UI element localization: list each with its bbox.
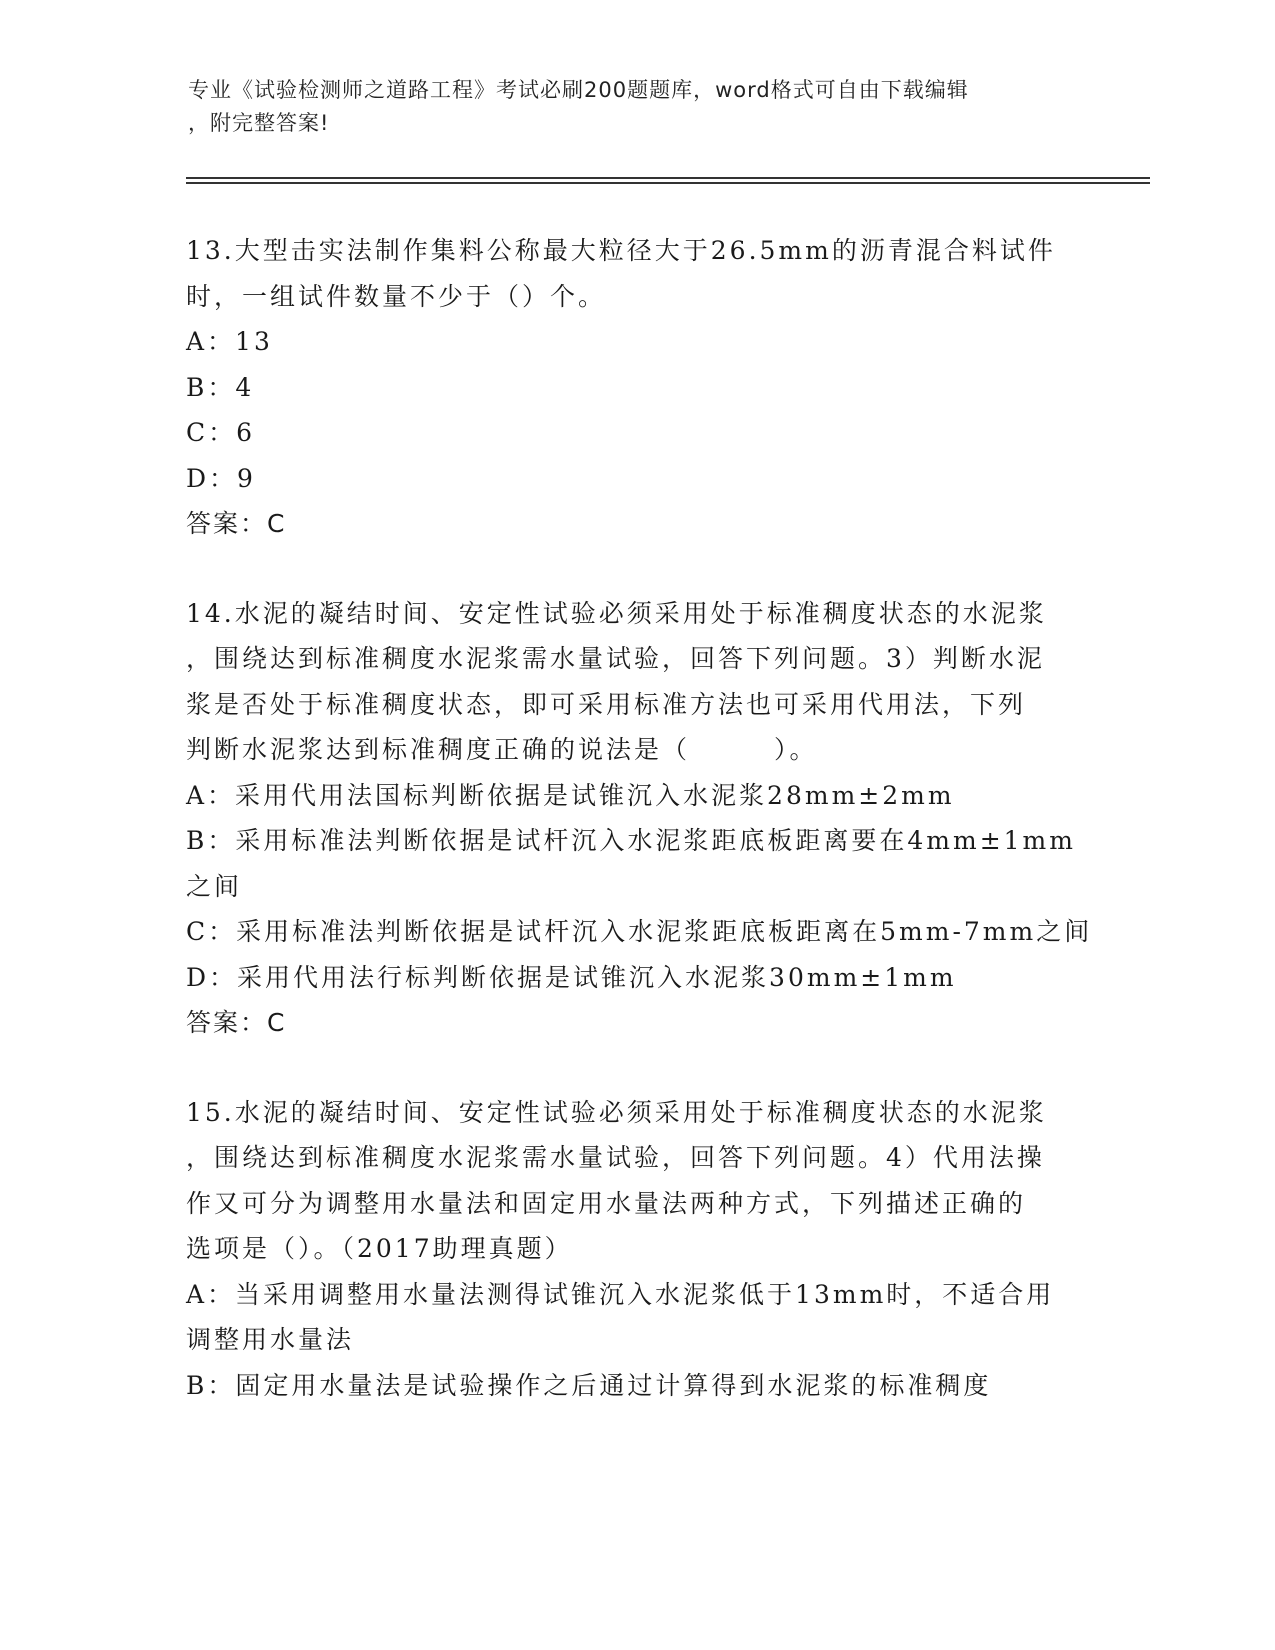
option-a-continued: 调整用水量法	[186, 1325, 355, 1354]
question-stem-line: 15.水泥的凝结时间、安定性试验必须采用处于标准稠度状态的水泥浆	[186, 1097, 1047, 1127]
option-a: A：13	[186, 327, 273, 356]
option-a: A：当采用调整用水量法测得试锥沉入水泥浆低于13mm时，不适合用	[186, 1279, 1055, 1309]
question-stem-line: 判断水泥浆达到标准稠度正确的说法是（ ）。	[186, 735, 818, 764]
question-13	[186, 228, 1086, 547]
header-divider	[186, 182, 1150, 184]
option-c: C：6	[186, 418, 256, 447]
question-stem-line: ，围绕达到标准稠度水泥浆需水量试验，回答下列问题。3）判断水泥	[186, 644, 1045, 673]
option-d: D：采用代用法行标判断依据是试锥沉入水泥浆30mm±1mm	[186, 962, 957, 992]
option-b: B：4	[186, 372, 255, 402]
question-stem-line: ，围绕达到标准稠度水泥浆需水量试验，回答下列问题。4）代用法操	[186, 1143, 1045, 1172]
header-line: ，附完整答案!	[188, 111, 330, 135]
question-stem-line: 13.大型击实法制作集料公称最大粒径大于26.5mm的沥青混合料试件	[186, 236, 1056, 265]
question-stem-line: 作又可分为调整用水量法和固定用水量法两种方式，下列描述正确的	[186, 1188, 1027, 1218]
option-a: A：采用代用法国标判断依据是试锥沉入水泥浆28mm±2mm	[186, 780, 955, 810]
question-stem-line: 选项是（）。（2017助理真题）	[186, 1234, 573, 1263]
question-stem-line: 14.水泥的凝结时间、安定性试验必须采用处于标准稠度状态的水泥浆	[186, 598, 1047, 628]
option-d: D：9	[186, 463, 256, 493]
option-c: C：采用标准法判断依据是试杆沉入水泥浆距底板距离在5mm-7mm之间	[186, 917, 1093, 946]
question-stem-line: 浆是否处于标准稠度状态，即可采用标准方法也可采用代用法，下列	[186, 689, 1027, 719]
option-b-continued: 之间	[186, 871, 243, 901]
header-divider	[186, 177, 1150, 179]
answer-line: 答案：C	[186, 509, 287, 538]
question-list	[186, 228, 1093, 1408]
option-b: B：固定用水量法是试验操作之后通过计算得到水泥浆的标准稠度	[186, 1370, 992, 1400]
question-15	[186, 1090, 1086, 1409]
question-stem-line: 时，一组试件数量不少于（）个。	[186, 281, 607, 311]
header-line: 专业《试验检测师之道路工程》考试必刷200题题库，word格式可自由下载编辑	[188, 78, 969, 102]
answer-line: 答案：C	[186, 1008, 287, 1037]
question-14	[186, 591, 1093, 1046]
page-header	[188, 74, 1068, 140]
option-b: B：采用标准法判断依据是试杆沉入水泥浆距底板距离要在4mm±1mm	[186, 826, 1076, 855]
